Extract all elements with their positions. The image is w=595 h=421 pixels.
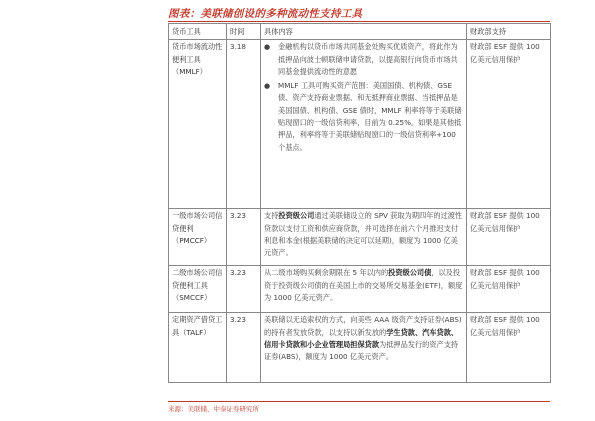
table-row-mmlf	[169, 40, 551, 209]
tool-support: 财政部 ESF 提供 100 亿美元信用保护	[467, 313, 551, 383]
tool-date: 3.23	[227, 313, 261, 383]
bullet-text: 金融机构以货币市场共同基金处购买优质资产，将此作为抵押品向波士顿联储申请贷款，以提高银行向货币市场共同基金提供流动性的意愿	[278, 42, 458, 76]
tool-content	[261, 40, 467, 209]
content-text: 支持	[264, 211, 279, 221]
figure-title: 图表：美联储创设的多种流动性支持工具	[168, 8, 363, 20]
tool-name: 货币市场流动性便利工具（MMLF）	[169, 40, 227, 209]
source-rule	[168, 401, 550, 402]
tool-support: 财政部 ESF 提供 100 亿美元信用保护	[467, 40, 551, 209]
header-row	[169, 24, 551, 40]
header-time: 时间	[227, 24, 261, 40]
bullet-text: MMLF 工具可购买资产范围：美国国债、机构债、GSE 债、资产支持商业票据、和无抵押商业票据、当抵押品是美国国债、机构债、GSE 债时，MMLF 利率将等于美联储贴现窗口的一级信贷利率，目前为 0.25%。如果是其他抵押品，利率将等于美联储贴现窗口的一级信贷利率+100 个基点。	[278, 81, 462, 152]
source-note: 来源：美联储，中泰证券研究所	[168, 405, 259, 413]
content-bold: 投资级公司	[278, 211, 315, 221]
tool-name: 二级市场公司信贷便利工具（SMCCF）	[169, 266, 227, 313]
tool-content	[261, 266, 467, 313]
content-text: 为抵押品发行的资产支持证券(ABS)，额度为 1000 亿美元资产。	[264, 339, 459, 362]
table-row-pmccf	[169, 209, 551, 266]
tool-date: 3.23	[227, 209, 261, 266]
content-bold: 投资级公司债	[388, 268, 432, 278]
header-support: 财政部支持	[467, 24, 551, 40]
content-text: 美联储以无追索权的方式，向美些 AAA 级资产支持证券(ABS)的持有者发放贷款，以支持以新发放的	[264, 315, 462, 337]
bullet-item	[264, 41, 463, 78]
title-rule	[168, 21, 550, 22]
header-tool: 货币工具	[169, 24, 227, 40]
tool-name: 一级市场公司信贷便利（PMCCF）	[169, 209, 227, 266]
tool-date: 3.23	[227, 266, 261, 313]
content-text: ，以及投资于投资级公司债的在美国上市的交易所交易基金(ETF)，额度为 1000 亿美元资产。	[264, 268, 463, 302]
tools-table	[168, 23, 551, 383]
table-row-smccf	[169, 266, 551, 313]
tool-content	[261, 209, 467, 266]
content-text: 从二级市场购买剩余期限在 5 年以内的	[264, 268, 389, 278]
tool-content	[261, 313, 467, 383]
tool-support: 财政部 ESF 提供 100 亿美元信用保护	[467, 266, 551, 313]
tool-support: 财政部 ESF 提供 100 亿美元信用保护	[467, 209, 551, 266]
bullet-item	[264, 80, 463, 154]
header-content: 具体内容	[261, 24, 467, 40]
tool-name: 定期资产借贷工具（TALF）	[169, 313, 227, 383]
content-bold: 学生贷款、汽车贷款、信用卡贷款和小企业管理局担保贷款	[264, 327, 459, 349]
bullet-icon: ●	[264, 43, 271, 52]
bullet-icon: ●	[264, 82, 271, 91]
table-row-talf	[169, 313, 551, 383]
content-text: 通过美联储设立的 SPV 获取为期四年的过渡性贷款以支付工资和供应商贷款，并可选择在前六个月推迟支付利息和本金(根据美联储的决定可以延期)，额度为 1000 亿美元资产。	[264, 211, 463, 258]
tool-date: 3.18	[227, 40, 261, 209]
